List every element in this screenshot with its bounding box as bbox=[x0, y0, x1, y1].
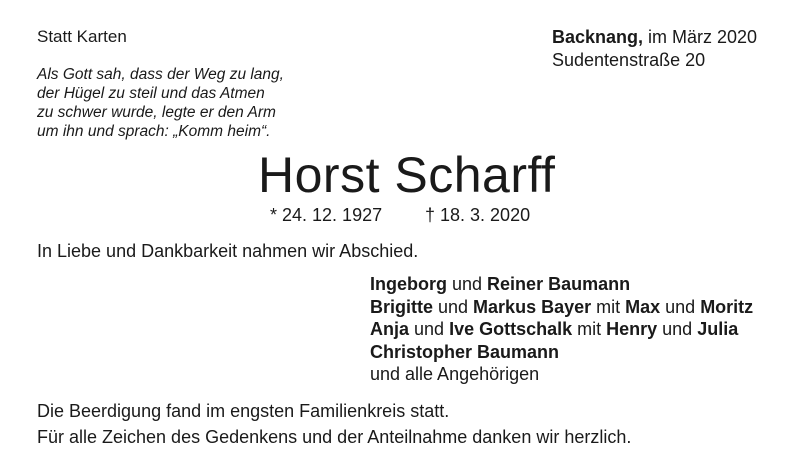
connector-text: mit bbox=[572, 319, 607, 339]
quote-block bbox=[37, 65, 284, 141]
deceased-name: Horst Scharff bbox=[258, 147, 556, 203]
mourner-name: Henry bbox=[606, 319, 658, 339]
quote-line: um ihn und sprach: „Komm heim“. bbox=[37, 123, 271, 140]
mourner-name: Reiner Baumann bbox=[487, 274, 631, 294]
mourner-name: Ive Gottschalk bbox=[449, 319, 573, 339]
connector-text: mit bbox=[591, 296, 626, 317]
mourner-line bbox=[370, 273, 753, 296]
mourner-line bbox=[370, 341, 753, 364]
quote-line: Als Gott sah, dass der Weg zu lang, bbox=[37, 66, 284, 83]
mourner-name: Julia bbox=[697, 319, 739, 339]
connector-text: und bbox=[657, 319, 698, 339]
mourner-name: Markus Bayer bbox=[473, 296, 592, 317]
connector-text: und bbox=[447, 274, 488, 294]
mourner-line bbox=[370, 296, 753, 319]
funeral-notice: Die Beerdigung fand im engsten Familienkreis statt. bbox=[37, 401, 450, 421]
mourner-name: Brigitte bbox=[370, 296, 433, 317]
birth-date: * 24. 12. 1927 bbox=[270, 205, 383, 225]
connector-text: und bbox=[409, 319, 450, 339]
mourner-name: Moritz bbox=[700, 296, 754, 317]
mourner-line bbox=[370, 318, 753, 341]
mourner-name: Christopher Baumann bbox=[370, 341, 560, 362]
mourner-name: Ingeborg bbox=[370, 274, 447, 294]
mourner-name: Max bbox=[625, 296, 661, 317]
connector-text: und bbox=[660, 296, 701, 317]
place-name: Backnang, bbox=[552, 27, 644, 47]
relatives-line: und alle Angehörigen bbox=[370, 364, 540, 384]
quote-line: zu schwer wurde, legte er den Arm bbox=[37, 104, 276, 121]
statt-karten-note: Statt Karten bbox=[37, 27, 127, 46]
thanks-notice: Für alle Zeichen des Gedenkens und der Anteilnahme danken wir herzlich. bbox=[37, 427, 632, 447]
mourner-name: Anja bbox=[370, 319, 410, 339]
place-date bbox=[552, 26, 757, 48]
street-address: Sudentenstraße 20 bbox=[552, 50, 706, 70]
mourners-block bbox=[370, 273, 753, 386]
farewell-text: In Liebe und Dankbarkeit nahmen wir Abschied. bbox=[37, 241, 419, 261]
quote-line: der Hügel zu steil und das Atmen bbox=[37, 85, 265, 102]
date-text: im März 2020 bbox=[643, 27, 758, 47]
death-date: † 18. 3. 2020 bbox=[425, 205, 531, 225]
connector-text: und bbox=[433, 296, 474, 317]
